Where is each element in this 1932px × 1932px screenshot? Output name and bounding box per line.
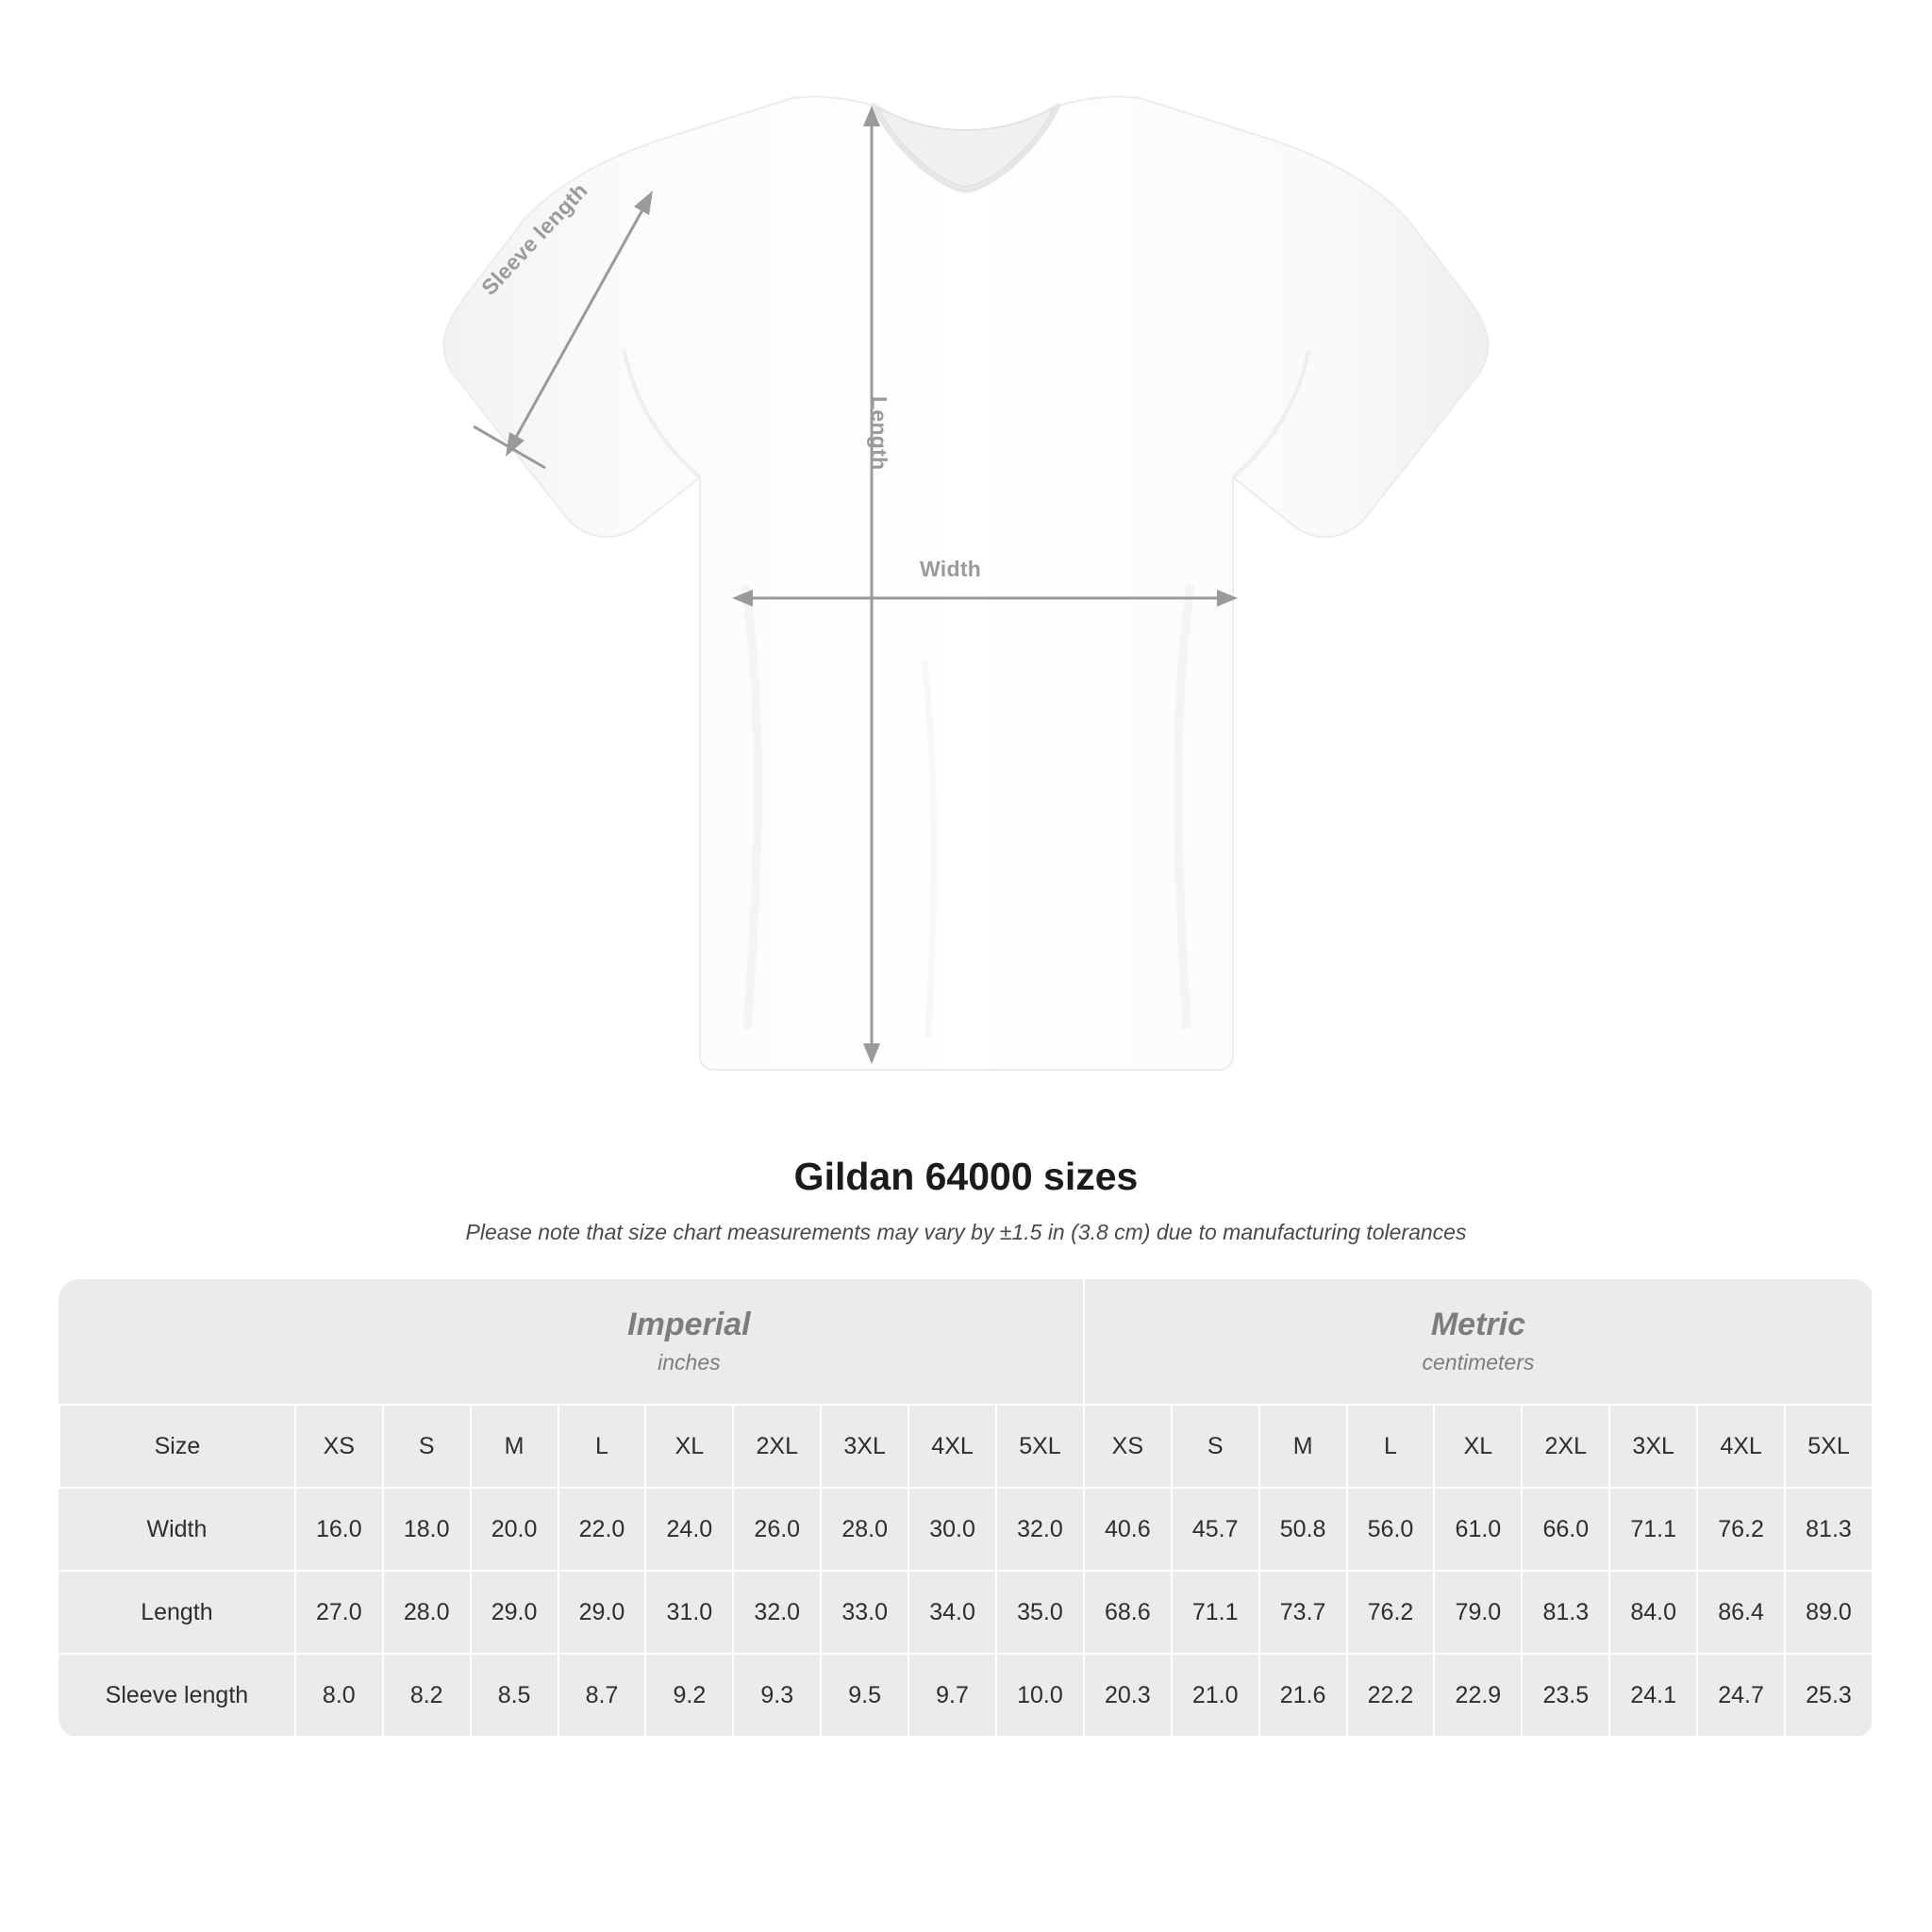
table-cell: 45.7 [1172, 1488, 1259, 1571]
table-cell: 81.3 [1522, 1571, 1609, 1654]
table-cell: 50.8 [1259, 1488, 1347, 1571]
table-cell: 89.0 [1785, 1571, 1873, 1654]
size-header-cell: 3XL [821, 1405, 908, 1488]
table-cell: 9.5 [821, 1654, 908, 1737]
table-cell: 30.0 [908, 1488, 996, 1571]
row-label-length: Length [59, 1571, 295, 1654]
length-label: Length [867, 396, 891, 471]
system-unit: centimeters [1422, 1350, 1535, 1375]
shirt-body [443, 96, 1488, 1070]
table-cell: 32.0 [996, 1488, 1084, 1571]
table-cell: 66.0 [1522, 1488, 1609, 1571]
table-cell: 35.0 [996, 1571, 1084, 1654]
table-cell: 29.0 [558, 1571, 646, 1654]
table-size-header-row [59, 1405, 1873, 1488]
table-cell: 25.3 [1785, 1654, 1873, 1737]
table-cell: 8.7 [558, 1654, 646, 1737]
table-cell: 21.6 [1259, 1654, 1347, 1737]
table-cell: 22.9 [1434, 1654, 1522, 1737]
table-cell: 86.4 [1697, 1571, 1785, 1654]
table-cell: 34.0 [908, 1571, 996, 1654]
table-system-header-row [59, 1279, 1873, 1405]
row-label-sleeve-length: Sleeve length [59, 1654, 295, 1737]
table-cell: 16.0 [295, 1488, 383, 1571]
table-cell: 24.1 [1609, 1654, 1697, 1737]
table-row [59, 1654, 1873, 1737]
table-cell: 76.2 [1347, 1571, 1435, 1654]
size-header-cell: S [1172, 1405, 1259, 1488]
table-cell: 33.0 [821, 1571, 908, 1654]
size-header-cell: L [558, 1405, 646, 1488]
table-cell: 61.0 [1434, 1488, 1522, 1571]
table-cell: 20.3 [1084, 1654, 1172, 1737]
size-header-cell: 4XL [908, 1405, 996, 1488]
system-header-metric [1084, 1279, 1873, 1405]
system-header-imperial [295, 1279, 1084, 1405]
size-header-cell: 4XL [1697, 1405, 1785, 1488]
size-header-cell: XS [295, 1405, 383, 1488]
table-cell: 31.0 [645, 1571, 733, 1654]
size-header-cell: S [383, 1405, 471, 1488]
table-cell: 22.0 [558, 1488, 646, 1571]
width-label: Width [920, 557, 982, 581]
table-cell: 79.0 [1434, 1571, 1522, 1654]
table-cell: 9.7 [908, 1654, 996, 1737]
table-cell: 29.0 [471, 1571, 558, 1654]
tolerance-note: Please note that size chart measurements may vary by ±1.5 in (3.8 cm) due to manufacturing tolerances [465, 1220, 1467, 1244]
table-cell: 8.0 [295, 1654, 383, 1737]
system-unit: inches [658, 1350, 721, 1375]
table-cell: 9.2 [645, 1654, 733, 1737]
table-cell: 22.2 [1347, 1654, 1435, 1737]
table-cell: 40.6 [1084, 1488, 1172, 1571]
table-cell: 76.2 [1697, 1488, 1785, 1571]
table-cell: 27.0 [295, 1571, 383, 1654]
table-cell: 8.5 [471, 1654, 558, 1737]
size-header-cell: 5XL [1785, 1405, 1873, 1488]
system-name: Metric [1430, 1306, 1525, 1342]
size-header-cell: 3XL [1609, 1405, 1697, 1488]
size-header-cell: 2XL [1522, 1405, 1609, 1488]
size-header-cell: M [471, 1405, 558, 1488]
table-row [59, 1488, 1873, 1571]
table-row [59, 1571, 1873, 1654]
system-name: Imperial [627, 1306, 751, 1342]
size-header-cell: 2XL [733, 1405, 821, 1488]
table-cell: 68.6 [1084, 1571, 1172, 1654]
table-corner-cell [59, 1279, 295, 1405]
size-row-label: Size [59, 1405, 295, 1488]
size-header-cell: XS [1084, 1405, 1172, 1488]
table-cell: 84.0 [1609, 1571, 1697, 1654]
table-cell: 8.2 [383, 1654, 471, 1737]
size-header-cell: 5XL [996, 1405, 1084, 1488]
size-header-cell: M [1259, 1405, 1347, 1488]
page-title: Gildan 64000 sizes [793, 1155, 1139, 1198]
sleeve-length-label: Sleeve length [476, 177, 592, 300]
table-cell: 56.0 [1347, 1488, 1435, 1571]
table-cell: 24.0 [645, 1488, 733, 1571]
table-cell: 81.3 [1785, 1488, 1873, 1571]
table-cell: 24.7 [1697, 1654, 1785, 1737]
table-cell: 71.1 [1609, 1488, 1697, 1571]
table-cell: 21.0 [1172, 1654, 1259, 1737]
table-cell: 20.0 [471, 1488, 558, 1571]
table-cell: 9.3 [733, 1654, 821, 1737]
size-header-cell: XL [645, 1405, 733, 1488]
size-table [58, 1279, 1874, 1738]
table-cell: 73.7 [1259, 1571, 1347, 1654]
size-table-wrapper [58, 1279, 1874, 1738]
row-label-width: Width [59, 1488, 295, 1571]
table-cell: 32.0 [733, 1571, 821, 1654]
table-cell: 26.0 [733, 1488, 821, 1571]
table-cell: 28.0 [383, 1571, 471, 1654]
table-cell: 28.0 [821, 1488, 908, 1571]
table-cell: 23.5 [1522, 1654, 1609, 1737]
table-cell: 18.0 [383, 1488, 471, 1571]
table-cell: 71.1 [1172, 1571, 1259, 1654]
size-header-cell: L [1347, 1405, 1435, 1488]
size-header-cell: XL [1434, 1405, 1522, 1488]
table-cell: 10.0 [996, 1654, 1084, 1737]
